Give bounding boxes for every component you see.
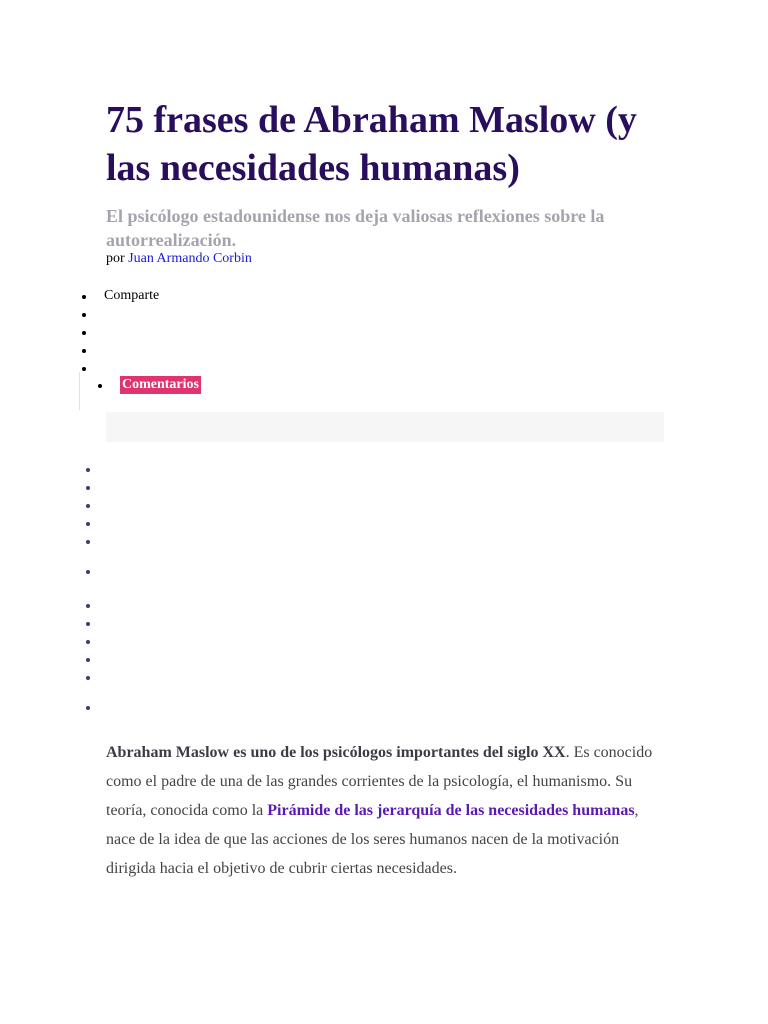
list-bullet [82, 367, 86, 371]
article-lead-bold: Abraham Maslow es uno de los psicólogos importantes del siglo XX [106, 744, 566, 761]
article-subtitle: El psicólogo estadounidense nos deja valiosas reflexiones sobre la autorrealización. [106, 206, 605, 250]
list-bullet [86, 522, 90, 526]
list-bullet [86, 676, 90, 680]
article-title: 75 frases de Abraham Maslow (y las necesidades humanas) [106, 99, 637, 189]
list-bullet [86, 570, 90, 574]
byline-prefix: por [106, 251, 125, 266]
ad-placeholder [106, 412, 664, 442]
list-bullet [86, 504, 90, 508]
list-bullet [86, 468, 90, 472]
list-bullet [98, 384, 102, 388]
article-text-1: . Es conocido como el padre de una de las grandes corrientes de la psicología, el humanismo. Su teoría, conocida como la [106, 744, 653, 819]
list-bullet [82, 349, 86, 353]
list-bullet [82, 295, 86, 299]
list-bullet [86, 658, 90, 662]
list-bullet [86, 540, 90, 544]
article-text-2: , nace de la idea de que las acciones de los seres humanos nacen de la motivación dirigida hacia el objetivo de cubrir ciertas necesidades. [106, 802, 639, 877]
list-bullet [86, 640, 90, 644]
list-bullet [86, 604, 90, 608]
list-bullet [86, 706, 90, 710]
author-link[interactable]: Juan Armando Corbin [128, 251, 252, 266]
share-divider [79, 372, 80, 410]
list-bullet [86, 622, 90, 626]
list-bullet [82, 313, 86, 317]
list-bullet [82, 331, 86, 335]
byline [106, 250, 252, 268]
comments-button[interactable]: Comentarios [122, 377, 199, 392]
list-bullet [86, 486, 90, 490]
pyramid-link[interactable]: Pirámide de las jerarquía de las necesidades humanas [267, 802, 635, 819]
share-label: Comparte [104, 288, 160, 303]
article-paragraph [106, 738, 666, 883]
